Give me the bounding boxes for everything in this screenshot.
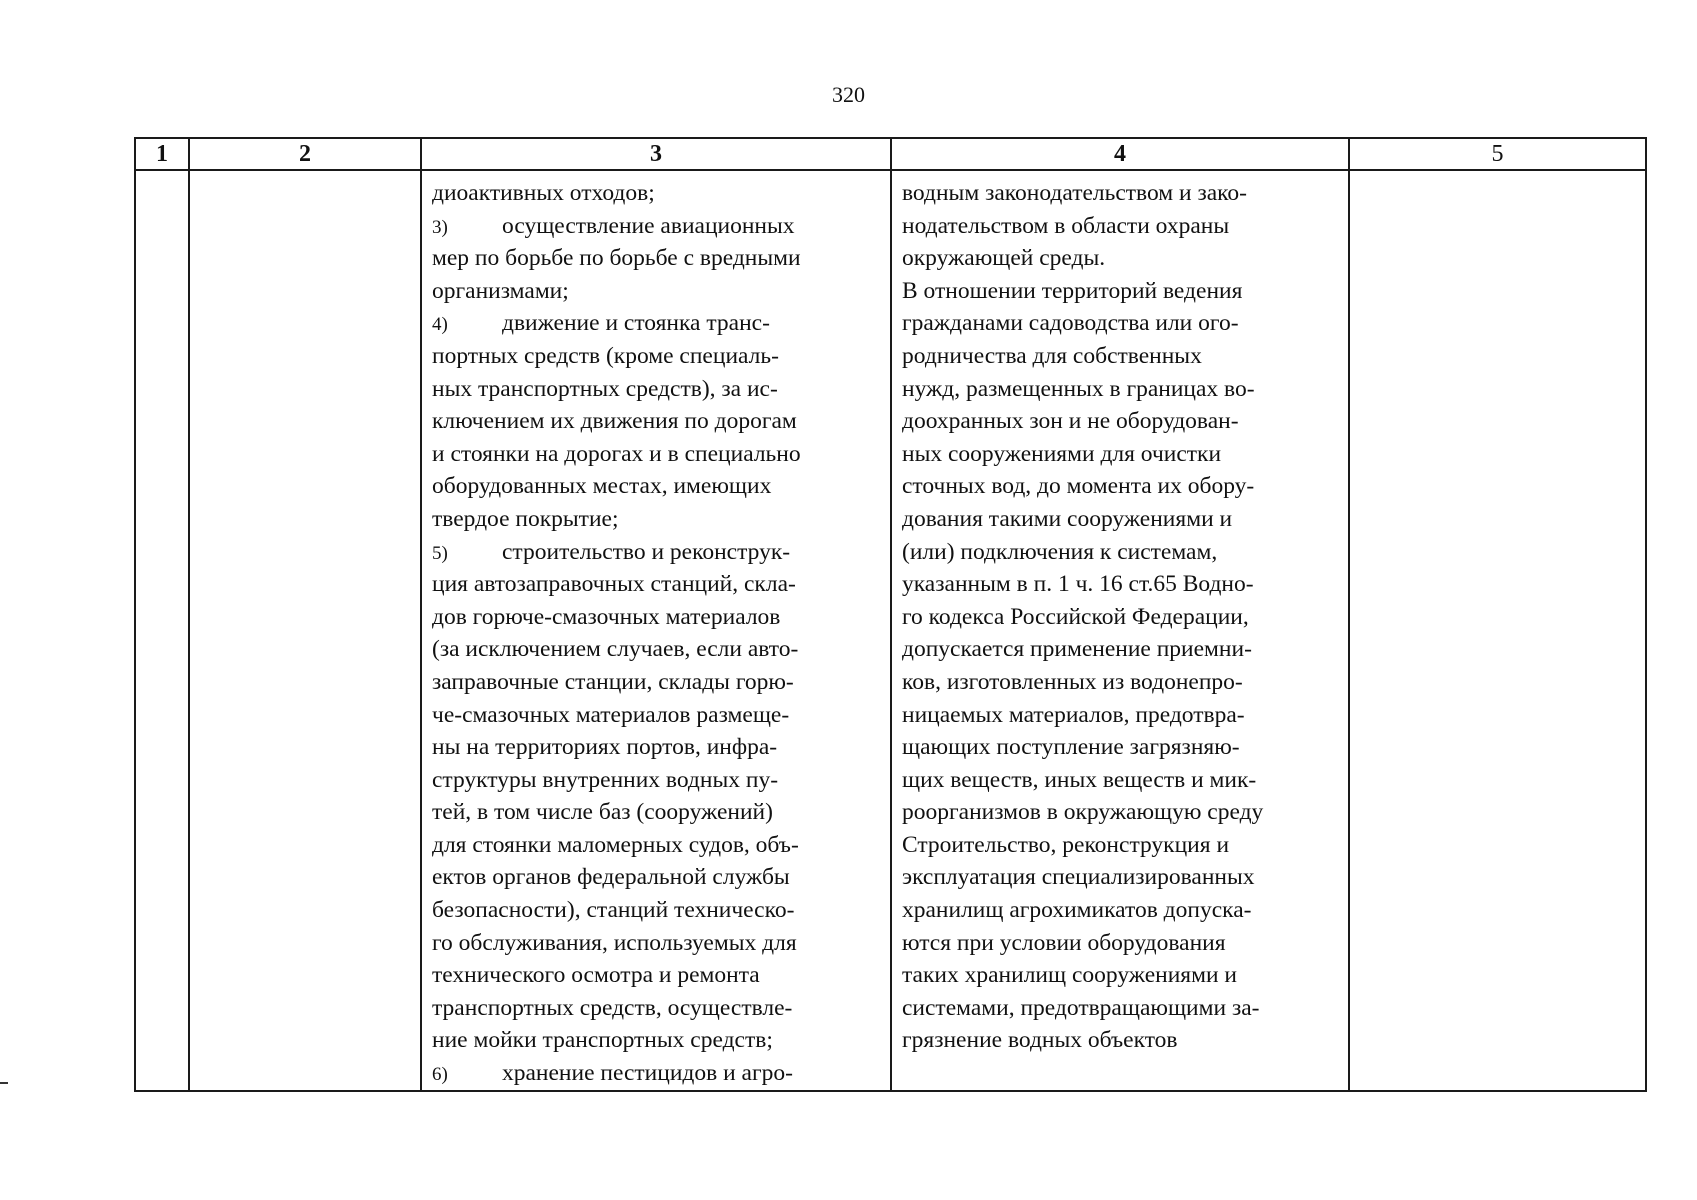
col4-line: сточных вод, до момента их обору-	[902, 473, 1255, 500]
col4-line: водным законодательством и зако-	[902, 180, 1247, 206]
col3-line-text: осуществление авиационных	[502, 212, 795, 239]
cell-col-1	[135, 170, 189, 1091]
col4-line: ных сооружениями для очистки	[902, 440, 1222, 467]
col3-line	[432, 536, 882, 569]
col4-line: окружающей среды.	[902, 245, 1106, 272]
col3-line-text: заправочные станции, склады горю-	[432, 668, 794, 695]
col3-line	[432, 210, 882, 243]
col3-line-text: мер по борьбе по борьбе с вредными	[432, 245, 801, 272]
col3-line	[432, 1057, 882, 1090]
header-col-4: 4	[891, 138, 1349, 170]
cell-col-4	[891, 170, 1349, 1091]
col3-line	[432, 242, 882, 275]
col3-line	[432, 601, 882, 634]
col3-line	[432, 731, 882, 764]
col4-line: В отношении территорий ведения	[902, 277, 1243, 304]
col3-line	[432, 1024, 882, 1057]
list-number: 6)	[432, 1064, 448, 1086]
col3-text	[422, 171, 890, 1090]
col3-line-text: хранение пестицидов и агро-	[502, 1060, 793, 1087]
col4-line: гражданами садоводства или ого-	[902, 310, 1239, 337]
header-col-2: 2	[189, 138, 421, 170]
col3-line	[432, 177, 882, 210]
col4-line: ков, изготовленных из водонепро-	[902, 668, 1243, 695]
col3-line-text: для стоянки маломерных судов, объ-	[432, 831, 799, 858]
list-number: 3)	[432, 216, 448, 238]
header-col-5: 5	[1349, 138, 1646, 170]
col3-line-text: ция автозаправочных станций, скла-	[432, 571, 796, 598]
col3-line-text: ектов органов федеральной службы	[432, 864, 790, 891]
col3-line-text: че-смазочных материалов размеще-	[432, 701, 790, 728]
col4-line: родничества для собственных	[902, 342, 1202, 369]
col4-line: нужд, размещенных в границах во-	[902, 375, 1255, 402]
col3-line	[432, 894, 882, 927]
col4-line: Строительство, реконструкция и	[902, 831, 1230, 858]
col3-line-text: безопасности), станций техническо-	[432, 897, 795, 924]
col3-line-text: ны на территориях портов, инфра-	[432, 734, 778, 761]
col3-line	[432, 829, 882, 862]
col4-text	[892, 171, 1348, 1057]
regulation-table	[134, 137, 1647, 1092]
col4-line: (или) подключения к системам,	[902, 538, 1218, 565]
col3-line-text: транспортных средств, осуществле-	[432, 994, 793, 1021]
col3-line	[432, 764, 882, 797]
col4-line: таких хранилищ сооружениями и	[902, 962, 1237, 989]
col3-line	[432, 307, 882, 340]
list-number: 4)	[432, 314, 448, 336]
col4-line: нодательством в области охраны	[902, 212, 1230, 239]
col3-line-text: (за исключением случаев, если авто-	[432, 636, 799, 663]
cell-col-5	[1349, 170, 1646, 1091]
col3-line	[432, 861, 882, 894]
col4-line: го кодекса Российской Федерации,	[902, 603, 1249, 630]
col3-line-text: тей, в том числе баз (сооружений)	[432, 799, 773, 826]
col3-line	[432, 373, 882, 406]
col3-line-text: портных средств (кроме специаль-	[432, 342, 779, 369]
col3-line	[432, 959, 882, 992]
col4-line: допускается применение приемни-	[902, 636, 1252, 663]
col3-line	[432, 340, 882, 373]
col3-line	[432, 503, 882, 536]
table-header-row	[135, 138, 1646, 170]
col3-line-text: оборудованных местах, имеющих	[432, 473, 772, 500]
col4-line: хранилищ агрохимикатов допуска-	[902, 897, 1252, 924]
col4-line: щих веществ, иных веществ и мик-	[902, 766, 1257, 793]
page-number: 320	[832, 82, 865, 107]
col4-line: доохранных зон и не оборудован-	[902, 408, 1239, 435]
col4-line: щающих поступление загрязняю-	[902, 734, 1240, 761]
col3-line-text: ние мойки транспортных средств;	[432, 1027, 773, 1054]
col4-line: ницаемых материалов, предотвра-	[902, 701, 1245, 728]
col3-line	[432, 699, 882, 732]
header-col-3: 3	[421, 138, 891, 170]
col4-line: указанным в п. 1 ч. 16 ст.65 Водно-	[902, 571, 1254, 598]
col3-line	[432, 438, 882, 471]
col3-line	[432, 992, 882, 1025]
scan-edge-mark	[0, 1082, 8, 1084]
col3-line-text: структуры внутренних водных пу-	[432, 766, 779, 793]
col3-line-text: строительство и реконструк-	[502, 538, 791, 565]
col3-line	[432, 796, 882, 829]
header-col-1: 1	[135, 138, 189, 170]
col3-line	[432, 405, 882, 438]
list-number: 5)	[432, 542, 448, 564]
col3-line-text: ных транспортных средств), за ис-	[432, 375, 778, 402]
cell-col-3	[421, 170, 891, 1091]
col3-line-text: организмами;	[432, 277, 569, 304]
cell-col-2	[189, 170, 421, 1091]
table-row	[135, 170, 1646, 1091]
col3-line	[432, 666, 882, 699]
col3-line	[432, 568, 882, 601]
col3-line	[432, 633, 882, 666]
col4-line: эксплуатация специализированных	[902, 864, 1255, 891]
col3-line-text: и стоянки на дорогах и в специально	[432, 440, 801, 467]
col3-line-text: технического осмотра и ремонта	[432, 962, 760, 989]
col3-line	[432, 470, 882, 503]
col4-line: дования такими сооружениями и	[902, 505, 1233, 532]
col3-line-text: дов горюче-смазочных материалов	[432, 603, 781, 630]
col3-line-text: диоактивных отходов;	[432, 180, 655, 206]
col4-line: роорганизмов в окружающую среду	[902, 799, 1264, 826]
col3-line-text: го обслуживания, используемых для	[432, 929, 797, 956]
col3-line-text: движение и стоянка транс-	[502, 310, 770, 337]
col3-line-text: твердое покрытие;	[432, 505, 619, 532]
col3-line	[432, 275, 882, 308]
col4-line: грязнение водных объектов	[902, 1027, 1178, 1054]
col3-line-text: ключением их движения по дорогам	[432, 408, 797, 435]
col4-line: системами, предотвращающими за-	[902, 994, 1260, 1021]
col4-line: ются при условии оборудования	[902, 929, 1226, 956]
col3-line	[432, 927, 882, 960]
